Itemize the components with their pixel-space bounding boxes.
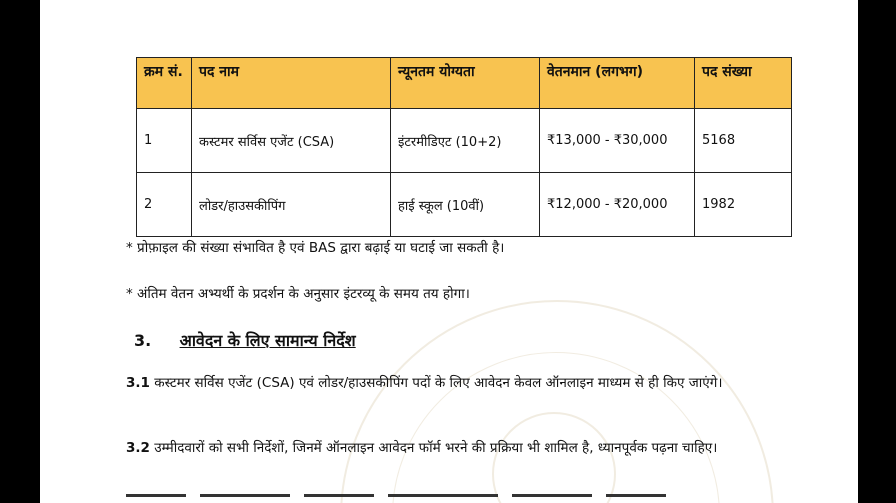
cell-qualification: हाई स्कूल (10वीं) <box>391 173 540 237</box>
vacancy-table <box>136 57 792 237</box>
cell-serial: 1 <box>137 109 192 173</box>
cell-salary: ₹13,000 - ₹30,000 <box>540 109 695 173</box>
header-serial: क्रम सं. <box>137 58 192 109</box>
paragraph-text: उम्मीदवारों को सभी निर्देशों, जिनमें ऑनलाइन आवेदन फॉर्म भरने की प्रक्रिया भी शामिल है, ध्यानपूर्वक पढ़ना चाहिए। <box>154 440 718 456</box>
header-post-count: पद संख्या <box>695 58 792 109</box>
paragraph-text: कस्टमर सर्विस एजेंट (CSA) एवं लोडर/हाउसकीपिंग पदों के लिए आवेदन केवल ऑनलाइन माध्यम से ही किए जाएंगे। <box>154 375 723 391</box>
section-heading <box>134 329 356 351</box>
table-header-row <box>137 58 792 109</box>
section-number: 3. <box>134 331 152 350</box>
section-title: आवेदन के लिए सामान्य निर्देश <box>179 331 356 350</box>
cell-salary: ₹12,000 - ₹20,000 <box>540 173 695 237</box>
document-page <box>40 0 858 503</box>
cell-qualification: इंटरमीडिएट (10+2) <box>391 109 540 173</box>
note-profile-count: * प्रोफ़ाइल की संख्या संभावित है एवं BAS द्वारा बढ़ाई या घटाई जा सकती है। <box>126 240 505 256</box>
cell-post-name: लोडर/हाउसकीपिंग <box>192 173 391 237</box>
table-row <box>137 109 792 173</box>
paragraph-3-1 <box>126 371 766 396</box>
emblem-watermark <box>340 300 774 503</box>
paragraph-number: 3.1 <box>126 375 150 391</box>
note-final-salary: * अंतिम वेतन अभ्यर्थी के प्रदर्शन के अनुसार इंटरव्यू के समय तय होगा। <box>126 286 470 302</box>
header-qualification: न्यूनतम योग्यता <box>391 58 540 109</box>
cell-post-count: 1982 <box>695 173 792 237</box>
cell-serial: 2 <box>137 173 192 237</box>
cell-post-name: कस्टमर सर्विस एजेंट (CSA) <box>192 109 391 173</box>
header-salary: वेतनमान (लगभग) <box>540 58 695 109</box>
cut-off-text-line <box>126 494 766 503</box>
cell-post-count: 5168 <box>695 109 792 173</box>
paragraph-number: 3.2 <box>126 440 150 456</box>
table-row <box>137 173 792 237</box>
paragraph-3-2 <box>126 436 766 461</box>
header-post-name: पद नाम <box>192 58 391 109</box>
